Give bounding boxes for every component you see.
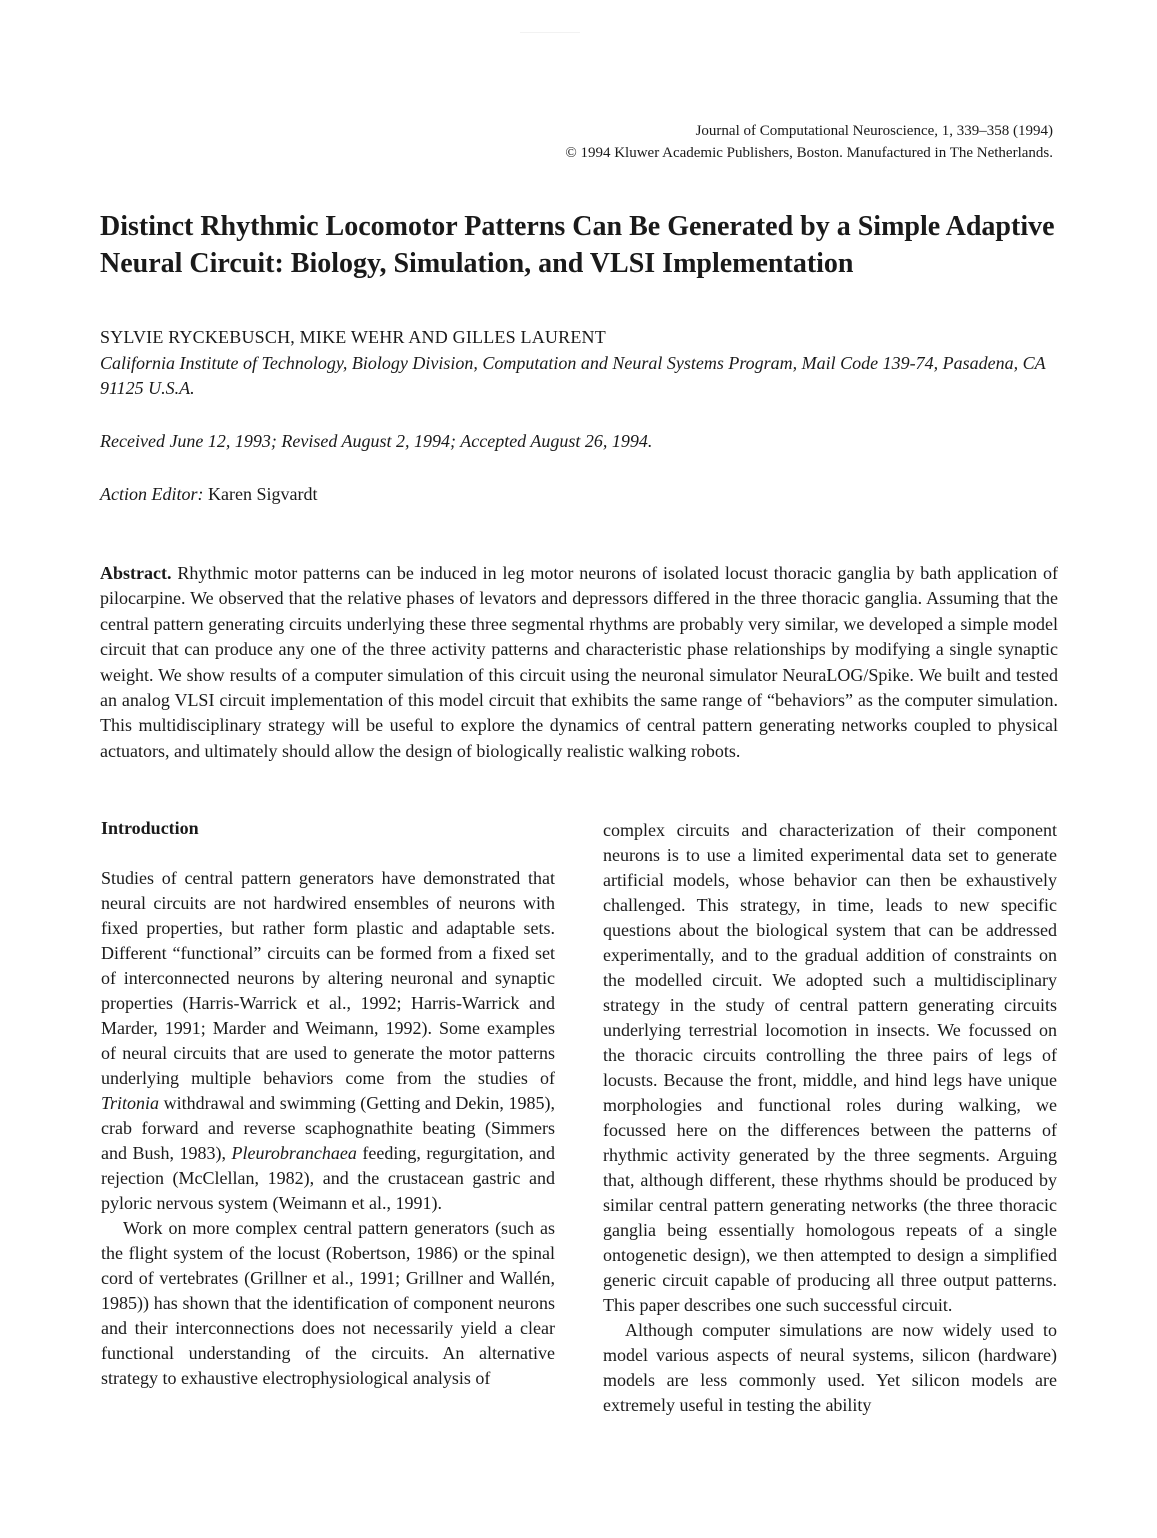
abstract-text: Rhythmic motor patterns can be induced in leg motor neurons of isolated locust thoracic ganglia by bath application of pilocarpine. We observed that the relative phases of levators and depressors differed in the three thoracic ganglia. Assuming that the central pattern generating circuits underlying these three segmental rhythms are probably very similar, we developed a simple model circuit that can produce any one of the three activity patterns and characteristic phase relationships by modifying a single synaptic weight. We show results of a computer simulation of this circuit using the neuronal simulator NeuraLOG/Spike. We built and tested an analog VLSI circuit implementation of this model circuit that exhibits the same range of “behaviors” as the computer simulation. This multidisciplinary strategy will be useful to explore the dynamics of central pattern generating networks coupled to physical actuators, and ultimately should allow the design of biologically realistic walking robots. xyxy=(100,563,1059,761)
intro-p1-tritonia: Tritonia xyxy=(101,1093,160,1113)
journal-citation: Journal of Computational Neuroscience, 1, 339–358 (1994) xyxy=(695,123,1053,139)
author-list: SYLVIE RYCKEBUSCH, MIKE WEHR AND GILLES LAURENT xyxy=(100,327,606,347)
action-editor xyxy=(100,484,317,505)
abstract-label: Abstract. xyxy=(100,563,172,583)
right-column xyxy=(603,818,1057,1418)
section-heading-introduction: Introduction xyxy=(101,818,199,838)
scan-mark xyxy=(520,32,580,33)
abstract xyxy=(100,561,1058,764)
intro-p1-pleurobranchaea: Pleurobranchaea xyxy=(231,1143,357,1163)
intro-paragraph-3: Although computer simulations are now widely used to model various aspects of neural systems, silicon (hardware) models are less commonly used. Yet silicon models are extremely useful in testing the ability xyxy=(603,1320,1057,1415)
journal-header xyxy=(565,120,1053,164)
copyright-line: © 1994 Kluwer Academic Publishers, Boston. Manufactured in The Netherlands. xyxy=(565,145,1053,161)
intro-p1-part-a: Studies of central pattern generators have demonstrated that neural circuits are not hardwired ensembles of neurons with fixed properties, but rather form plastic and adaptable sets. Different “functional” circuits can be formed from a fixed set of interconnected neurons by altering neuronal and synaptic properties (Harris-Warrick et al., 1992; Harris-Warrick and Marder, 1991; Marder and Weimann, 1992). Some examples of neural circuits that are used to generate the motor patterns underlying multiple behaviors come from the studies of xyxy=(101,868,555,1088)
submission-dates: Received June 12, 1993; Revised August 2, 1994; Accepted August 26, 1994. xyxy=(100,431,653,451)
left-column xyxy=(101,816,555,1391)
action-editor-label: Action Editor: xyxy=(100,484,204,504)
intro-p1-part-b: withdrawal and swimming (Getting and Dekin, 1985), crab forward and reverse scaphognathite beating (Simmers and Bush, 1983), xyxy=(101,1093,555,1163)
affiliation: California Institute of Technology, Biology Division, Computation and Neural Systems Program, Mail Code 139-74, Pasadena, CA 91125 U.S.A. xyxy=(100,353,1046,398)
action-editor-name: Karen Sigvardt xyxy=(207,484,318,504)
paper-title: Distinct Rhythmic Locomotor Patterns Can Be Generated by a Simple Adaptive Neural Circuit: Biology, Simulation, and VLSI Implementation xyxy=(100,211,1055,279)
intro-paragraph-1 xyxy=(101,866,555,1216)
intro-paragraph-2-continued: complex circuits and characterization of their component neurons is to use a limited experimental data set to generate artificial models, whose behavior can then be exhaustively challenged. This strategy, in time, leads to new specific questions about the biological system that can be addressed experimentally, and to the gradual addition of constraints on the modelled circuit. We adopted such a multidisciplinary strategy in the study of central pattern generating circuits underlying terrestrial locomotion in insects. We focussed on the thoracic circuits controlling the three pairs of legs of locusts. Because the front, middle, and hind legs have unique morphologies and functional roles during walking, we focussed here on the differences between the patterns of rhythmic activity generated by the three segments. Arguing that, although different, these rhythms should be produced by similar central pattern generating networks (the three thoracic ganglia being essentially homologous repeats of a single ontogenetic design), we then attempted to design a simplified generic circuit capable of producing all three output patterns. This paper describes one such successful circuit. xyxy=(603,820,1057,1315)
intro-paragraph-2: Work on more complex central pattern generators (such as the flight system of the locust (Robertson, 1986) or the spinal cord of vertebrates (Grillner et al., 1991; Grillner and Wallén, 1985)) has shown that the identification of component neurons and their interconnections does not necessarily yield a clear functional understanding of the circuits. An alternative strategy to exhaustive electrophysiological analysis of xyxy=(101,1218,555,1388)
intro-p1-part-c: feeding, regurgitation, and rejection (McClellan, 1982), and the crustacean gastric and pyloric nervous system (Weimann et al., 1991). xyxy=(101,1143,556,1213)
